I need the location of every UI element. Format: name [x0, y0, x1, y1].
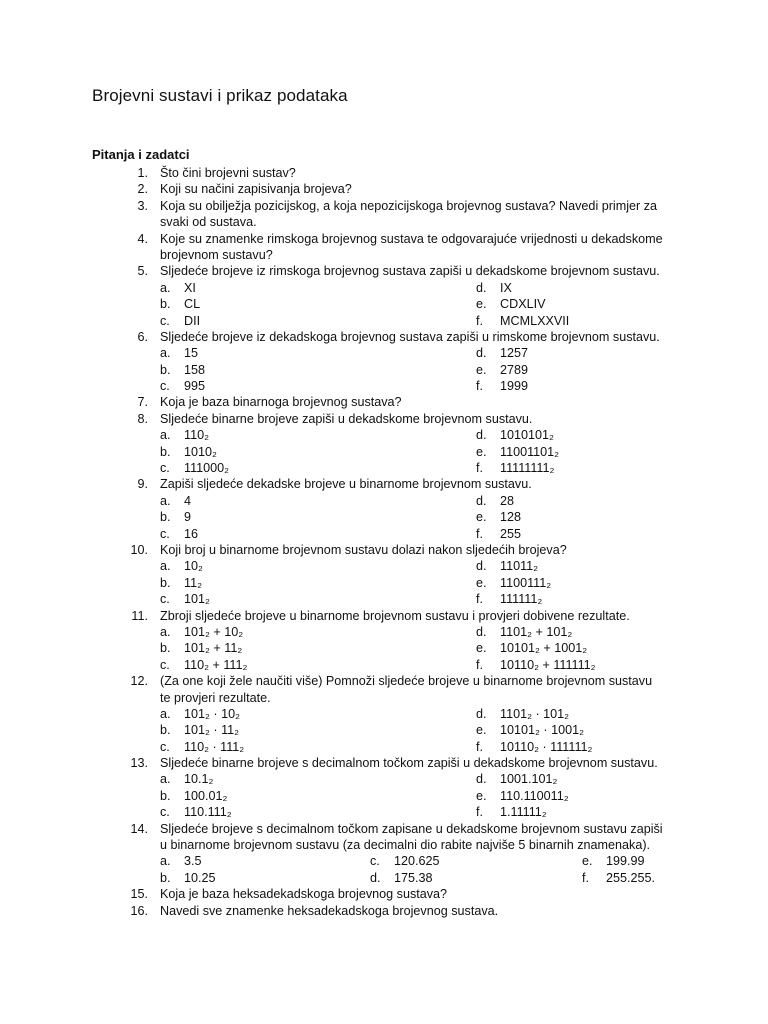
- option-row: [0, 722, 768, 738]
- option-letter: a.: [160, 559, 171, 574]
- option-letter: d.: [476, 428, 487, 443]
- option-value: 10.1₂: [184, 772, 214, 787]
- option-letter: f.: [476, 526, 483, 541]
- question-number: 14.: [130, 821, 148, 836]
- option-letter: e.: [476, 510, 487, 525]
- option-letter: f.: [582, 870, 589, 885]
- option-row: [0, 771, 768, 787]
- option-value: 120.625: [394, 854, 440, 869]
- option-value: 995: [184, 379, 206, 394]
- option-value: 11111111₂: [500, 461, 555, 476]
- question-item: [0, 394, 768, 410]
- question-number: 7.: [137, 395, 148, 410]
- question-text: Koji su načini zapisivanja brojeva?: [160, 182, 352, 197]
- question-line: [0, 476, 768, 492]
- option-letter: b.: [160, 788, 171, 803]
- question-line: [0, 903, 768, 919]
- option-letter: a.: [160, 854, 171, 869]
- question-number: 10.: [130, 542, 148, 557]
- question-line: [0, 165, 768, 181]
- question-line: [0, 214, 768, 230]
- question-item: [0, 476, 768, 542]
- option-letter: a.: [160, 772, 171, 787]
- question-text: (Za one koji žele naučiti više) Pomnoži sljedeće brojeve u binarnome brojevnom sustavu: [160, 674, 653, 689]
- option-letter: a.: [160, 493, 171, 508]
- option-value: 101₂ + 11₂: [184, 641, 243, 656]
- question-line: [0, 263, 768, 279]
- question-line: [0, 837, 768, 853]
- question-line: [0, 411, 768, 427]
- option-row: [0, 624, 768, 640]
- question-item: [0, 231, 768, 264]
- option-letter: d.: [476, 280, 487, 295]
- option-value: MCMLXXVII: [500, 313, 570, 328]
- question-item: [0, 608, 768, 674]
- option-letter: a.: [160, 624, 171, 639]
- question-list: [0, 165, 768, 919]
- question-number: 16.: [130, 903, 148, 918]
- option-letter: f.: [476, 805, 483, 820]
- option-letter: f.: [476, 461, 483, 476]
- question-text: brojevnom sustavu?: [160, 247, 273, 262]
- question-number: 1.: [137, 166, 148, 180]
- option-row: [0, 427, 768, 443]
- question-line: [0, 821, 768, 837]
- option-row: [0, 575, 768, 591]
- option-letter: e.: [582, 854, 593, 869]
- option-letter: c.: [370, 854, 380, 869]
- option-letter: c.: [160, 313, 170, 328]
- option-letter: e.: [476, 723, 487, 738]
- question-line: [0, 542, 768, 558]
- option-value: 16: [184, 526, 199, 541]
- option-value: 10110₂ + 111111₂: [500, 657, 596, 672]
- question-item: [0, 673, 768, 755]
- option-value: 128: [500, 510, 522, 525]
- question-line: [0, 231, 768, 247]
- option-letter: d.: [476, 346, 487, 361]
- option-letter: a.: [160, 346, 171, 361]
- question-item: [0, 903, 768, 919]
- question-number: 11.: [131, 608, 148, 623]
- option-letter: d.: [476, 706, 487, 721]
- question-item: [0, 411, 768, 477]
- option-letter: d.: [476, 559, 487, 574]
- option-row: [0, 640, 768, 656]
- question-item: [0, 542, 768, 608]
- question-item: [0, 755, 768, 821]
- option-list: [0, 427, 768, 476]
- option-row: [0, 739, 768, 755]
- question-number: 6.: [137, 329, 148, 344]
- option-row: [0, 444, 768, 460]
- option-row: [0, 313, 768, 329]
- question-line: [0, 329, 768, 345]
- option-row: [0, 657, 768, 673]
- option-letter: b.: [160, 723, 171, 738]
- option-letter: f.: [476, 657, 483, 672]
- option-letter: e.: [476, 788, 487, 803]
- document-title: Brojevni sustavi i prikaz podataka: [92, 86, 348, 105]
- question-number: 9.: [137, 477, 148, 492]
- option-row: [0, 378, 768, 394]
- option-letter: b.: [160, 510, 171, 525]
- option-value: 1010101₂: [500, 428, 554, 443]
- question-item: [0, 821, 768, 887]
- option-letter: b.: [160, 444, 171, 459]
- option-list: [0, 706, 768, 755]
- option-row: [0, 870, 768, 886]
- option-value: 10.25: [184, 870, 216, 885]
- question-item: [0, 263, 768, 329]
- option-value: 15: [184, 346, 199, 361]
- option-value: 4: [184, 493, 192, 508]
- option-letter: a.: [160, 706, 171, 721]
- option-row: [0, 345, 768, 361]
- option-value: 101₂ + 10₂: [184, 624, 244, 639]
- option-value: 101₂ · 11₂: [184, 723, 240, 738]
- option-list: [0, 853, 768, 886]
- question-text: Što čini brojevni sustav?: [160, 166, 296, 180]
- option-value: 1999: [500, 379, 529, 394]
- question-text: u binarnome brojevnom sustavu (za decimalni dio rabite najviše 5 binarnih znamenaka).: [160, 838, 651, 853]
- option-value: 101₂ · 10₂: [184, 706, 240, 721]
- option-value: 9: [184, 510, 192, 525]
- question-item: [0, 198, 768, 231]
- option-value: XI: [184, 280, 196, 295]
- question-text: Navedi sve znamenke heksadekadskoga brojevnog sustava.: [160, 903, 499, 918]
- option-letter: c.: [160, 657, 170, 672]
- question-item: [0, 181, 768, 197]
- option-list: [0, 280, 768, 329]
- option-value: 28: [500, 493, 515, 508]
- question-number: 5.: [137, 264, 148, 279]
- option-letter: e.: [476, 641, 487, 656]
- option-value: 110₂ · 111₂: [184, 739, 245, 754]
- option-value: 100.01₂: [184, 788, 228, 803]
- option-value: 199.99: [606, 854, 645, 869]
- question-text: Zbroji sljedeće brojeve u binarnome brojevnom sustavu i provjeri dobivene rezultate.: [160, 608, 630, 623]
- question-text: Sljedeće brojeve iz dekadskoga brojevnog sustava zapiši u rimskome brojevnom sustavu.: [160, 329, 660, 344]
- option-letter: d.: [370, 870, 381, 885]
- option-letter: e.: [476, 575, 487, 590]
- option-value: 2789: [500, 362, 529, 377]
- option-row: [0, 296, 768, 312]
- option-value: DII: [184, 313, 201, 328]
- option-value: 1010₂: [184, 444, 217, 459]
- option-row: [0, 558, 768, 574]
- option-letter: c.: [160, 379, 170, 394]
- option-row: [0, 509, 768, 525]
- option-letter: f.: [476, 592, 483, 607]
- question-number: 8.: [137, 411, 148, 426]
- option-letter: c.: [160, 592, 170, 607]
- question-text: Koja je baza heksadekadskoga brojevnog sustava?: [160, 887, 448, 902]
- question-text: te provjeri rezultate.: [160, 690, 271, 705]
- option-row: [0, 853, 768, 869]
- question-text: Koja je baza binarnoga brojevnog sustava?: [160, 395, 402, 410]
- option-row: [0, 804, 768, 820]
- question-line: [0, 181, 768, 197]
- option-row: [0, 591, 768, 607]
- option-value: 11011₂: [500, 559, 539, 574]
- option-letter: a.: [160, 428, 171, 443]
- question-line: [0, 690, 768, 706]
- option-value: 11001101₂: [500, 444, 560, 459]
- option-value: 10101₂ + 1001₂: [500, 641, 588, 656]
- question-number: 2.: [137, 182, 148, 197]
- question-text: Koji broj u binarnome brojevnom sustavu dolazi nakon sljedećih brojeva?: [160, 542, 567, 557]
- option-value: 111000₂: [184, 461, 230, 476]
- option-value: 111111₂: [500, 592, 543, 607]
- option-letter: e.: [476, 297, 487, 312]
- option-value: CL: [184, 297, 201, 312]
- option-value: 255.255.: [606, 870, 656, 885]
- question-line: [0, 394, 768, 410]
- question-item: [0, 165, 768, 181]
- question-text: Sljedeće brojeve iz rimskoga brojevnog sustava zapiši u dekadskome brojevnom sustavu.: [160, 264, 660, 279]
- option-value: 1101₂ · 101₂: [500, 706, 570, 721]
- option-value: 110₂ + 111₂: [184, 657, 248, 672]
- question-item: [0, 329, 768, 395]
- question-number: 13.: [130, 756, 148, 771]
- question-line: [0, 608, 768, 624]
- option-letter: f.: [476, 379, 483, 394]
- option-letter: e.: [476, 362, 487, 377]
- option-letter: b.: [160, 641, 171, 656]
- option-value: 11₂: [184, 575, 202, 590]
- option-value: 10110₂ · 111111₂: [500, 739, 593, 754]
- option-list: [0, 493, 768, 542]
- option-row: [0, 493, 768, 509]
- option-value: 1257: [500, 346, 529, 361]
- question-item: [0, 886, 768, 902]
- question-line: [0, 886, 768, 902]
- option-list: [0, 771, 768, 820]
- option-value: 101₂: [184, 592, 210, 607]
- section-heading: Pitanja i zadatci: [92, 147, 190, 162]
- question-text: Koje su znamenke rimskoga brojevnog sustava te odgovarajuće vrijednosti u dekadskome: [160, 231, 663, 246]
- option-list: [0, 558, 768, 607]
- question-line: [0, 673, 768, 689]
- option-letter: b.: [160, 297, 171, 312]
- option-row: [0, 788, 768, 804]
- option-value: 3.5: [184, 854, 202, 869]
- question-text: svaki od sustava.: [160, 215, 257, 230]
- option-list: [0, 624, 768, 673]
- option-letter: f.: [476, 313, 483, 328]
- option-value: 255: [500, 526, 522, 541]
- option-value: IX: [500, 280, 512, 295]
- option-value: 1100111₂: [500, 575, 552, 590]
- option-value: 110.111₂: [184, 805, 232, 820]
- question-text: Zapiši sljedeće dekadske brojeve u binarnome brojevnom sustavu.: [160, 477, 532, 492]
- option-value: 158: [184, 362, 206, 377]
- option-letter: d.: [476, 772, 487, 787]
- question-text: Sljedeće brojeve s decimalnom točkom zapisane u dekadskome brojevnom sustavu zapiši: [160, 821, 663, 836]
- option-row: [0, 362, 768, 378]
- option-letter: c.: [160, 739, 170, 754]
- question-text: Sljedeće binarne brojeve s decimalnom točkom zapiši u dekadskome brojevnom sustavu.: [160, 756, 658, 771]
- question-number: 12.: [130, 674, 148, 689]
- option-row: [0, 460, 768, 476]
- option-row: [0, 706, 768, 722]
- option-letter: c.: [160, 805, 170, 820]
- option-letter: d.: [476, 624, 487, 639]
- question-line: [0, 198, 768, 214]
- question-number: 3.: [137, 198, 148, 213]
- option-value: 1.11111₂: [500, 805, 547, 820]
- option-letter: e.: [476, 444, 487, 459]
- option-letter: c.: [160, 526, 170, 541]
- option-value: 175.38: [394, 870, 433, 885]
- question-line: [0, 247, 768, 263]
- option-list: [0, 345, 768, 394]
- option-value: 10₂: [184, 559, 203, 574]
- option-letter: a.: [160, 280, 171, 295]
- option-letter: b.: [160, 575, 171, 590]
- option-value: CDXLIV: [500, 297, 546, 312]
- question-text: Koja su obilježja pozicijskog, a koja nepozicijskoga brojevnog sustava? Navedi primjer za: [160, 198, 658, 213]
- question-number: 15.: [130, 887, 148, 902]
- option-value: 110₂: [184, 428, 209, 443]
- option-value: 110.110011₂: [500, 788, 569, 803]
- option-letter: b.: [160, 870, 171, 885]
- option-letter: d.: [476, 493, 487, 508]
- option-letter: f.: [476, 739, 483, 754]
- question-text: Sljedeće binarne brojeve zapiši u dekadskome brojevnom sustavu.: [160, 411, 533, 426]
- question-number: 4.: [137, 231, 148, 246]
- option-letter: c.: [160, 461, 170, 476]
- option-letter: b.: [160, 362, 171, 377]
- question-line: [0, 755, 768, 771]
- option-row: [0, 526, 768, 542]
- option-row: [0, 280, 768, 296]
- option-value: 1001.101₂: [500, 772, 558, 787]
- option-value: 10101₂ · 1001₂: [500, 723, 585, 738]
- option-value: 1101₂ + 101₂: [500, 624, 573, 639]
